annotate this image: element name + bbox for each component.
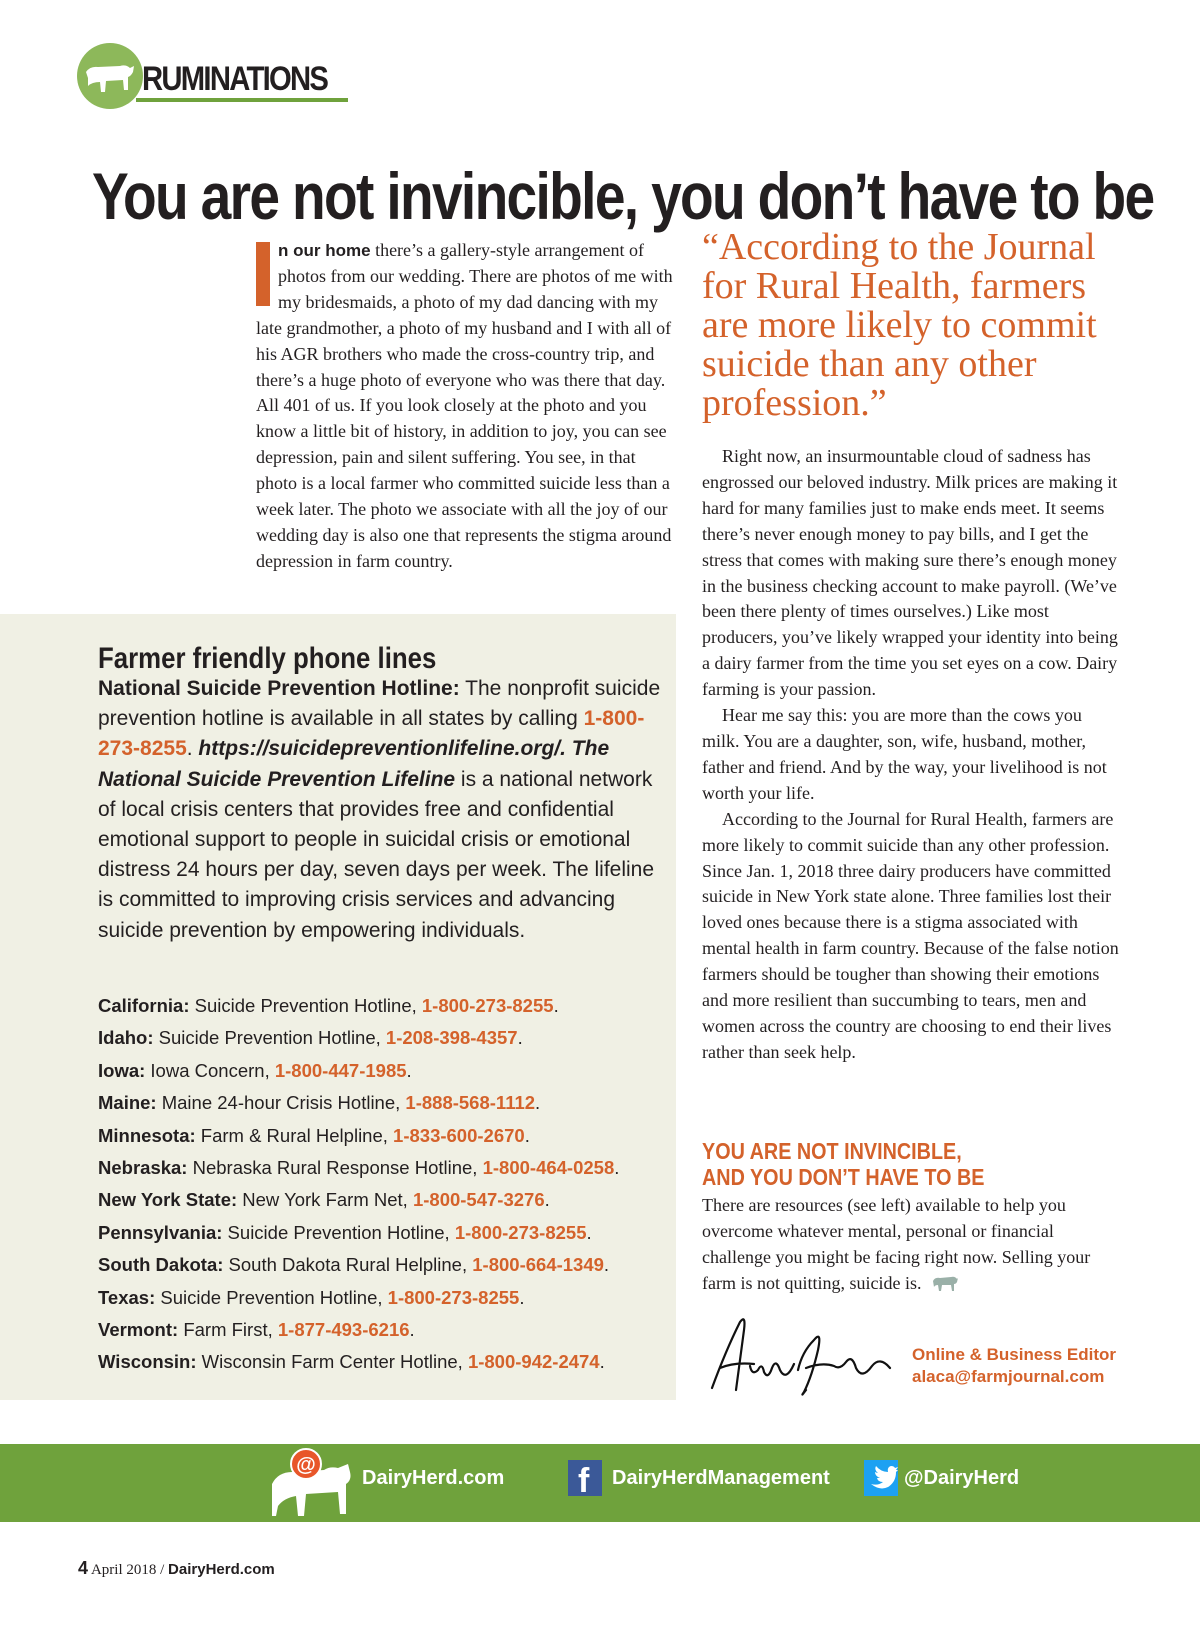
hotline-state: Vermont: <box>98 1318 179 1340</box>
hotline-name: Nebraska Rural Response Hotline, <box>187 1156 483 1178</box>
folio <box>78 1558 275 1579</box>
hotline-name: Suicide Prevention Hotline, <box>153 1027 386 1049</box>
headline: You are not invincible, you don’t have to be <box>92 159 1154 233</box>
section-header <box>76 42 348 112</box>
national-hotline-label: National Suicide Prevention Hotline: <box>98 677 460 700</box>
footer-website-link[interactable]: DairyHerd.com <box>362 1467 505 1489</box>
pull-quote: “According to the Journal for Rural Health, farmers are more likely to commit suicide than any other profession.” <box>702 226 1097 424</box>
hotline-phone[interactable]: 1-800-273-8255 <box>387 1286 520 1308</box>
cow-at-icon <box>268 1444 358 1522</box>
hotline-name: Suicide Prevention Hotline, <box>155 1286 388 1308</box>
subhead-line: AND YOU DON’T HAVE TO BE <box>702 1164 985 1190</box>
hotline-state: Texas: <box>98 1286 156 1308</box>
intro-leadin: n our home <box>278 241 371 260</box>
hotline-state: Iowa: <box>98 1059 146 1081</box>
hotline-list <box>98 990 668 1379</box>
hotline-item: Maine: Maine 24-hour Crisis Hotline, 1-888-568-1112. <box>98 1092 541 1114</box>
hotline-state: New York State: <box>98 1189 238 1211</box>
hotline-phone[interactable]: 1-800-273-8255 <box>454 1221 587 1243</box>
hotline-name: New York Farm Net, <box>237 1189 413 1211</box>
closing-paragraph <box>702 1193 1122 1297</box>
hotline-state: Idaho: <box>98 1027 154 1049</box>
hotline-phone[interactable]: 1-800-942-2474 <box>467 1351 600 1373</box>
author-role: Online & Business Editor <box>912 1345 1117 1364</box>
hotline-item: Minnesota: Farm & Rural Helpline, 1-833-600-2670. <box>98 1124 530 1146</box>
intro-paragraph <box>256 238 676 575</box>
hotline-item: New York State: New York Farm Net, 1-800-547-3276. <box>98 1189 550 1211</box>
sidebar-text: is a national network of local crisis centers that provides free and confidential emotional support to people in suicidal crisis or emotional distress 24 hours per day, seven days per week. The lifeline is committed to improving crisis services and advancing suicide prevention by empowering individuals. <box>98 767 655 942</box>
lifeline-org-name: The National Suicide Prevention Lifeline <box>98 737 610 791</box>
hotline-item: Wisconsin: Wisconsin Farm Center Hotline, 1-800-942-2474. <box>98 1351 605 1373</box>
hotline-phone[interactable]: 1-888-568-1112 <box>405 1092 536 1114</box>
hotline-state: Maine: <box>98 1092 157 1114</box>
hotline-phone[interactable]: 1-833-600-2670 <box>393 1124 525 1146</box>
hotline-item: Texas: Suicide Prevention Hotline, 1-800-273-8255. <box>98 1286 525 1308</box>
section-rule <box>136 98 348 102</box>
hotline-state: Nebraska: <box>98 1156 188 1178</box>
issue-date: April 2018 <box>90 1562 157 1578</box>
hotline-name: Farm First, <box>178 1318 278 1340</box>
hotline-state: Wisconsin: <box>98 1351 197 1373</box>
hotline-name: South Dakota Rural Helpline, <box>223 1254 473 1276</box>
author-email[interactable]: alaca@farmjournal.com <box>912 1367 1105 1386</box>
hotline-phone[interactable]: 1-800-464-0258 <box>482 1156 615 1178</box>
body-paragraph: Hear me say this: you are more than the cows you milk. You are a daughter, son, wife, husband, mother, father and friend. And by the way, your livelihood is not worth your life. <box>702 705 1107 803</box>
folio-site: DairyHerd.com <box>168 1561 275 1578</box>
sidebar-text: . <box>186 737 199 761</box>
subhead-line: YOU ARE NOT INVINCIBLE, <box>702 1138 962 1164</box>
body-paragraph: According to the Journal for Rural Health, farmers are more likely to commit suicide than any other profession. Since Jan. 1, 2018 three dairy producers have committed suicide in New York state alone. Three families lost their loved ones because there is a stigma associated with mental health in farm country. Because of the false notion farmers should be tougher than showing their emotions and more resilient than succumbing to tears, men and women across the country are choosing to end their lives rather than seek help. <box>702 808 1119 1062</box>
hotline-name: Wisconsin Farm Center Hotline, <box>196 1351 468 1373</box>
folio-separator: / <box>160 1562 165 1578</box>
sidebar-intro <box>98 674 663 946</box>
sidebar-title: Farmer friendly phone lines <box>98 642 437 675</box>
hotline-name: Iowa Concern, <box>145 1059 275 1081</box>
national-hotline-phone[interactable]: 1-800-273-8255 <box>98 707 645 761</box>
author-info <box>912 1344 1116 1388</box>
cow-logo-icon <box>76 42 144 110</box>
sidebar-text: The nonprofit suicide prevention hotline is available in all states by calling <box>98 677 661 731</box>
hotline-state: Pennsylvania: <box>98 1221 223 1243</box>
lifeline-url-link[interactable]: https://suicidepreventionlifeline.org/. <box>198 737 566 761</box>
page-number: 4 <box>78 1558 89 1578</box>
svg-text:@: @ <box>296 1454 316 1476</box>
hotline-name: Maine 24-hour Crisis Hotline, <box>156 1092 406 1114</box>
hotline-item: Iowa: Iowa Concern, 1-800-447-1985. <box>98 1059 412 1081</box>
hotline-item: California: Suicide Prevention Hotline, 1-800-273-8255. <box>98 995 559 1016</box>
body-column <box>702 444 1122 1066</box>
drop-cap <box>256 242 270 306</box>
hotline-phone[interactable]: 1-800-447-1985 <box>274 1059 407 1081</box>
section-label: RUMINATIONS <box>142 60 328 98</box>
hotline-state: Minnesota: <box>98 1124 196 1146</box>
facebook-icon: f <box>568 1460 602 1496</box>
twitter-icon <box>864 1460 898 1496</box>
hotline-item: Idaho: Suicide Prevention Hotline, 1-208-398-4357. <box>98 1027 523 1049</box>
hotline-phone[interactable]: 1-208-398-4357 <box>385 1027 518 1049</box>
hotline-item: Vermont: Farm First, 1-877-493-6216. <box>98 1318 415 1340</box>
hotline-item: South Dakota: South Dakota Rural Helpline, 1-800-664-1349. <box>98 1254 610 1276</box>
closing-text: There are resources (see left) available to help you overcome whatever mental, personal or financial challenge you might be facing right now. Selling your farm is not quitting, suicide is. <box>702 1195 1091 1293</box>
hotline-state: California: <box>98 995 190 1016</box>
hotline-phone[interactable]: 1-800-664-1349 <box>472 1254 604 1276</box>
hotline-name: Farm & Rural Helpline, <box>195 1124 394 1146</box>
hotline-name: Suicide Prevention Hotline, <box>222 1221 455 1243</box>
subhead <box>702 1138 984 1190</box>
hotline-state: South Dakota: <box>98 1254 224 1276</box>
footer-twitter-link[interactable]: @DairyHerd <box>904 1467 1020 1489</box>
intro-text: there’s a gallery-style arrangement of photos from our wedding. There are photos of me with my bridesmaids, a photo of my dad dancing with my late grandmother, a photo of my husband and I with all of his AGR brothers who made the cross-country trip, and there’s a huge photo of everyone who was there that day. All 401 of us. If you look closely at the photo and you know a little bit of history, in addition to joy, you can see depression, pain and silent suffering. You see, in that photo is a local farmer who committed suicide less than a week later. The photo we associate with all the joy of our wedding day is also one that represents the stigma around depression in farm country. <box>256 240 673 571</box>
author-signature <box>706 1310 896 1400</box>
body-paragraph: Right now, an insurmountable cloud of sadness has engrossed our beloved industry. Milk prices are making it hard for many families just to make ends meet. It seems there’s never enough money to pay bills, and I get the stress that comes with making sure there’s enough money in the business checking account to make payroll. (We’ve been there plenty of times ourselves.) Like most producers, you’ve likely wrapped your identity into being a dairy farmer from the time you set eyes on a cow. Dairy farming is your passion. <box>702 446 1118 700</box>
hotline-phone[interactable]: 1-800-547-3276 <box>412 1189 545 1211</box>
hotline-name: Suicide Prevention Hotline, <box>189 995 422 1016</box>
hotline-item: Pennsylvania: Suicide Prevention Hotline, 1-800-273-8255. <box>98 1221 592 1243</box>
hotline-item: Nebraska: Nebraska Rural Response Hotline, 1-800-464-0258. <box>98 1156 620 1178</box>
footer-facebook-link[interactable]: DairyHerdManagement <box>612 1467 830 1489</box>
cow-end-mark-icon <box>931 1273 959 1293</box>
hotline-phone[interactable]: 1-800-273-8255 <box>421 995 554 1016</box>
hotline-phone[interactable]: 1-877-493-6216 <box>277 1318 410 1340</box>
